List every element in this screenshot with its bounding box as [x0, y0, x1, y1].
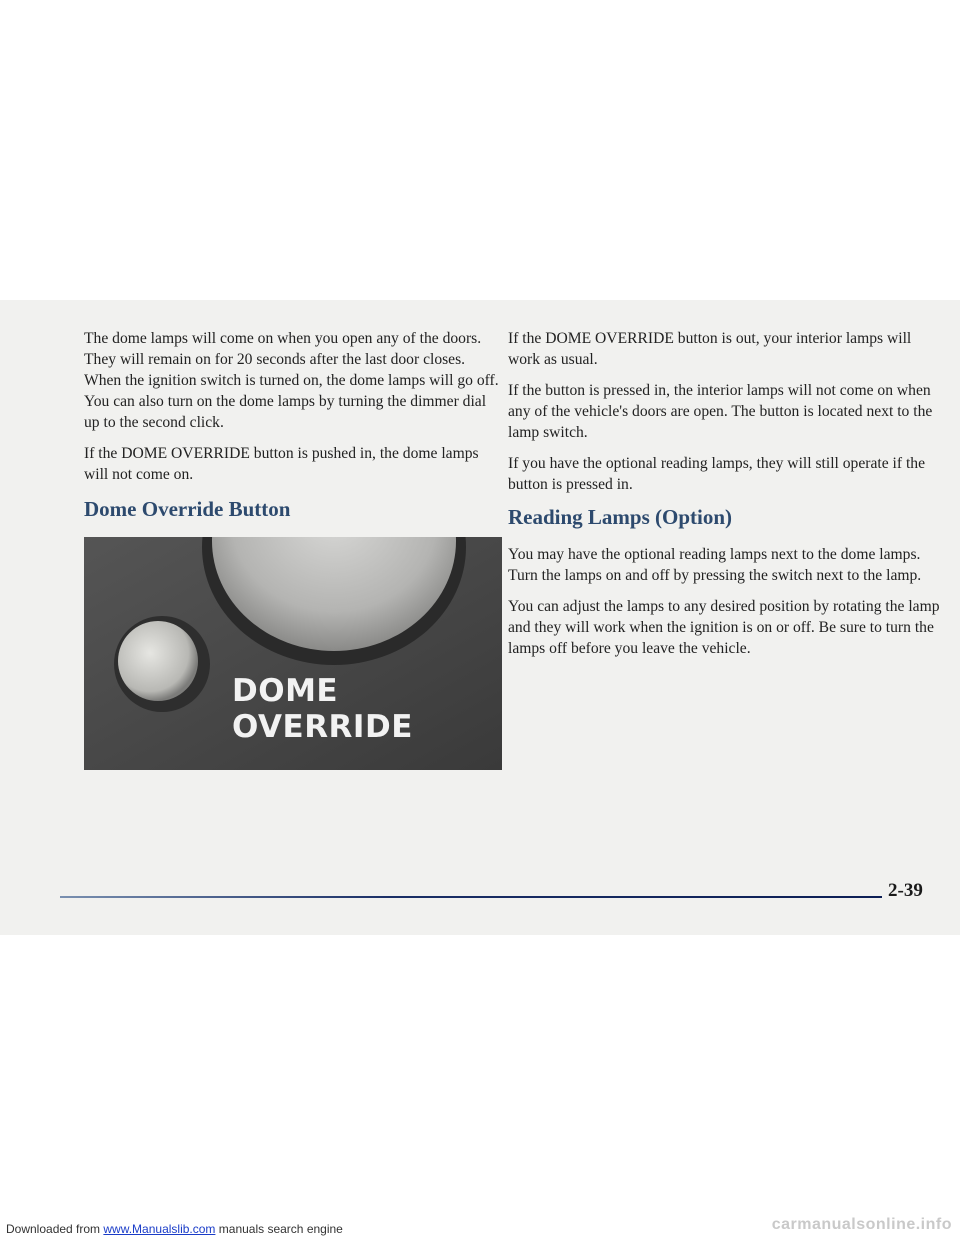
override-pressed-paragraph: If the button is pressed in, the interior lamps will not come on when any of the vehicle's doors are open. The button is located next to the lamp switch. — [508, 382, 933, 441]
page-number: 2-39 — [888, 880, 923, 901]
left-column — [84, 328, 504, 540]
dome-override-photo — [84, 537, 502, 770]
override-out-paragraph: If the DOME OVERRIDE button is out, your interior lamps will work as usual. — [508, 330, 912, 368]
watermark-text: carmanualsonline.info — [771, 1216, 952, 1233]
reading-lamps-heading: Reading Lamps (Option) — [508, 505, 733, 529]
footer-suffix: manuals search engine — [215, 1222, 343, 1236]
adjust-lamps-paragraph: You can adjust the lamps to any desired position by rotating the lamp and they will work when the ignition is on or off. Be sure to turn the lamps off before you leave the vehicle. — [508, 598, 940, 657]
dome-lamps-paragraph: The dome lamps will come on when you open any of the doors. They will remain on for 20 seconds after the last door closes. When the ignition switch is turned on, the dome lamps will go off. You can also turn on the dome lamps by turning the dimmer dial up to the second click. — [84, 330, 499, 431]
reading-lamps-note-paragraph: If you have the optional reading lamps, they will still operate if the button is pressed in. — [508, 455, 926, 493]
dome-override-heading: Dome Override Button — [84, 497, 291, 521]
override-pushed-paragraph: If the DOME OVERRIDE button is pushed in, the dome lamps will not come on. — [84, 445, 479, 483]
footer-rule — [60, 896, 882, 898]
download-footer — [6, 1222, 343, 1236]
footer-prefix: Downloaded from — [6, 1222, 104, 1236]
manualslib-link[interactable]: www.Manualslib.com — [103, 1222, 216, 1236]
reading-lamps-paragraph: You may have the optional reading lamps next to the dome lamps. Turn the lamps on and off by pressing the switch next to the lamp. — [508, 546, 922, 584]
right-column — [508, 328, 940, 669]
photo-label: DOME OVERRIDE — [232, 673, 413, 745]
